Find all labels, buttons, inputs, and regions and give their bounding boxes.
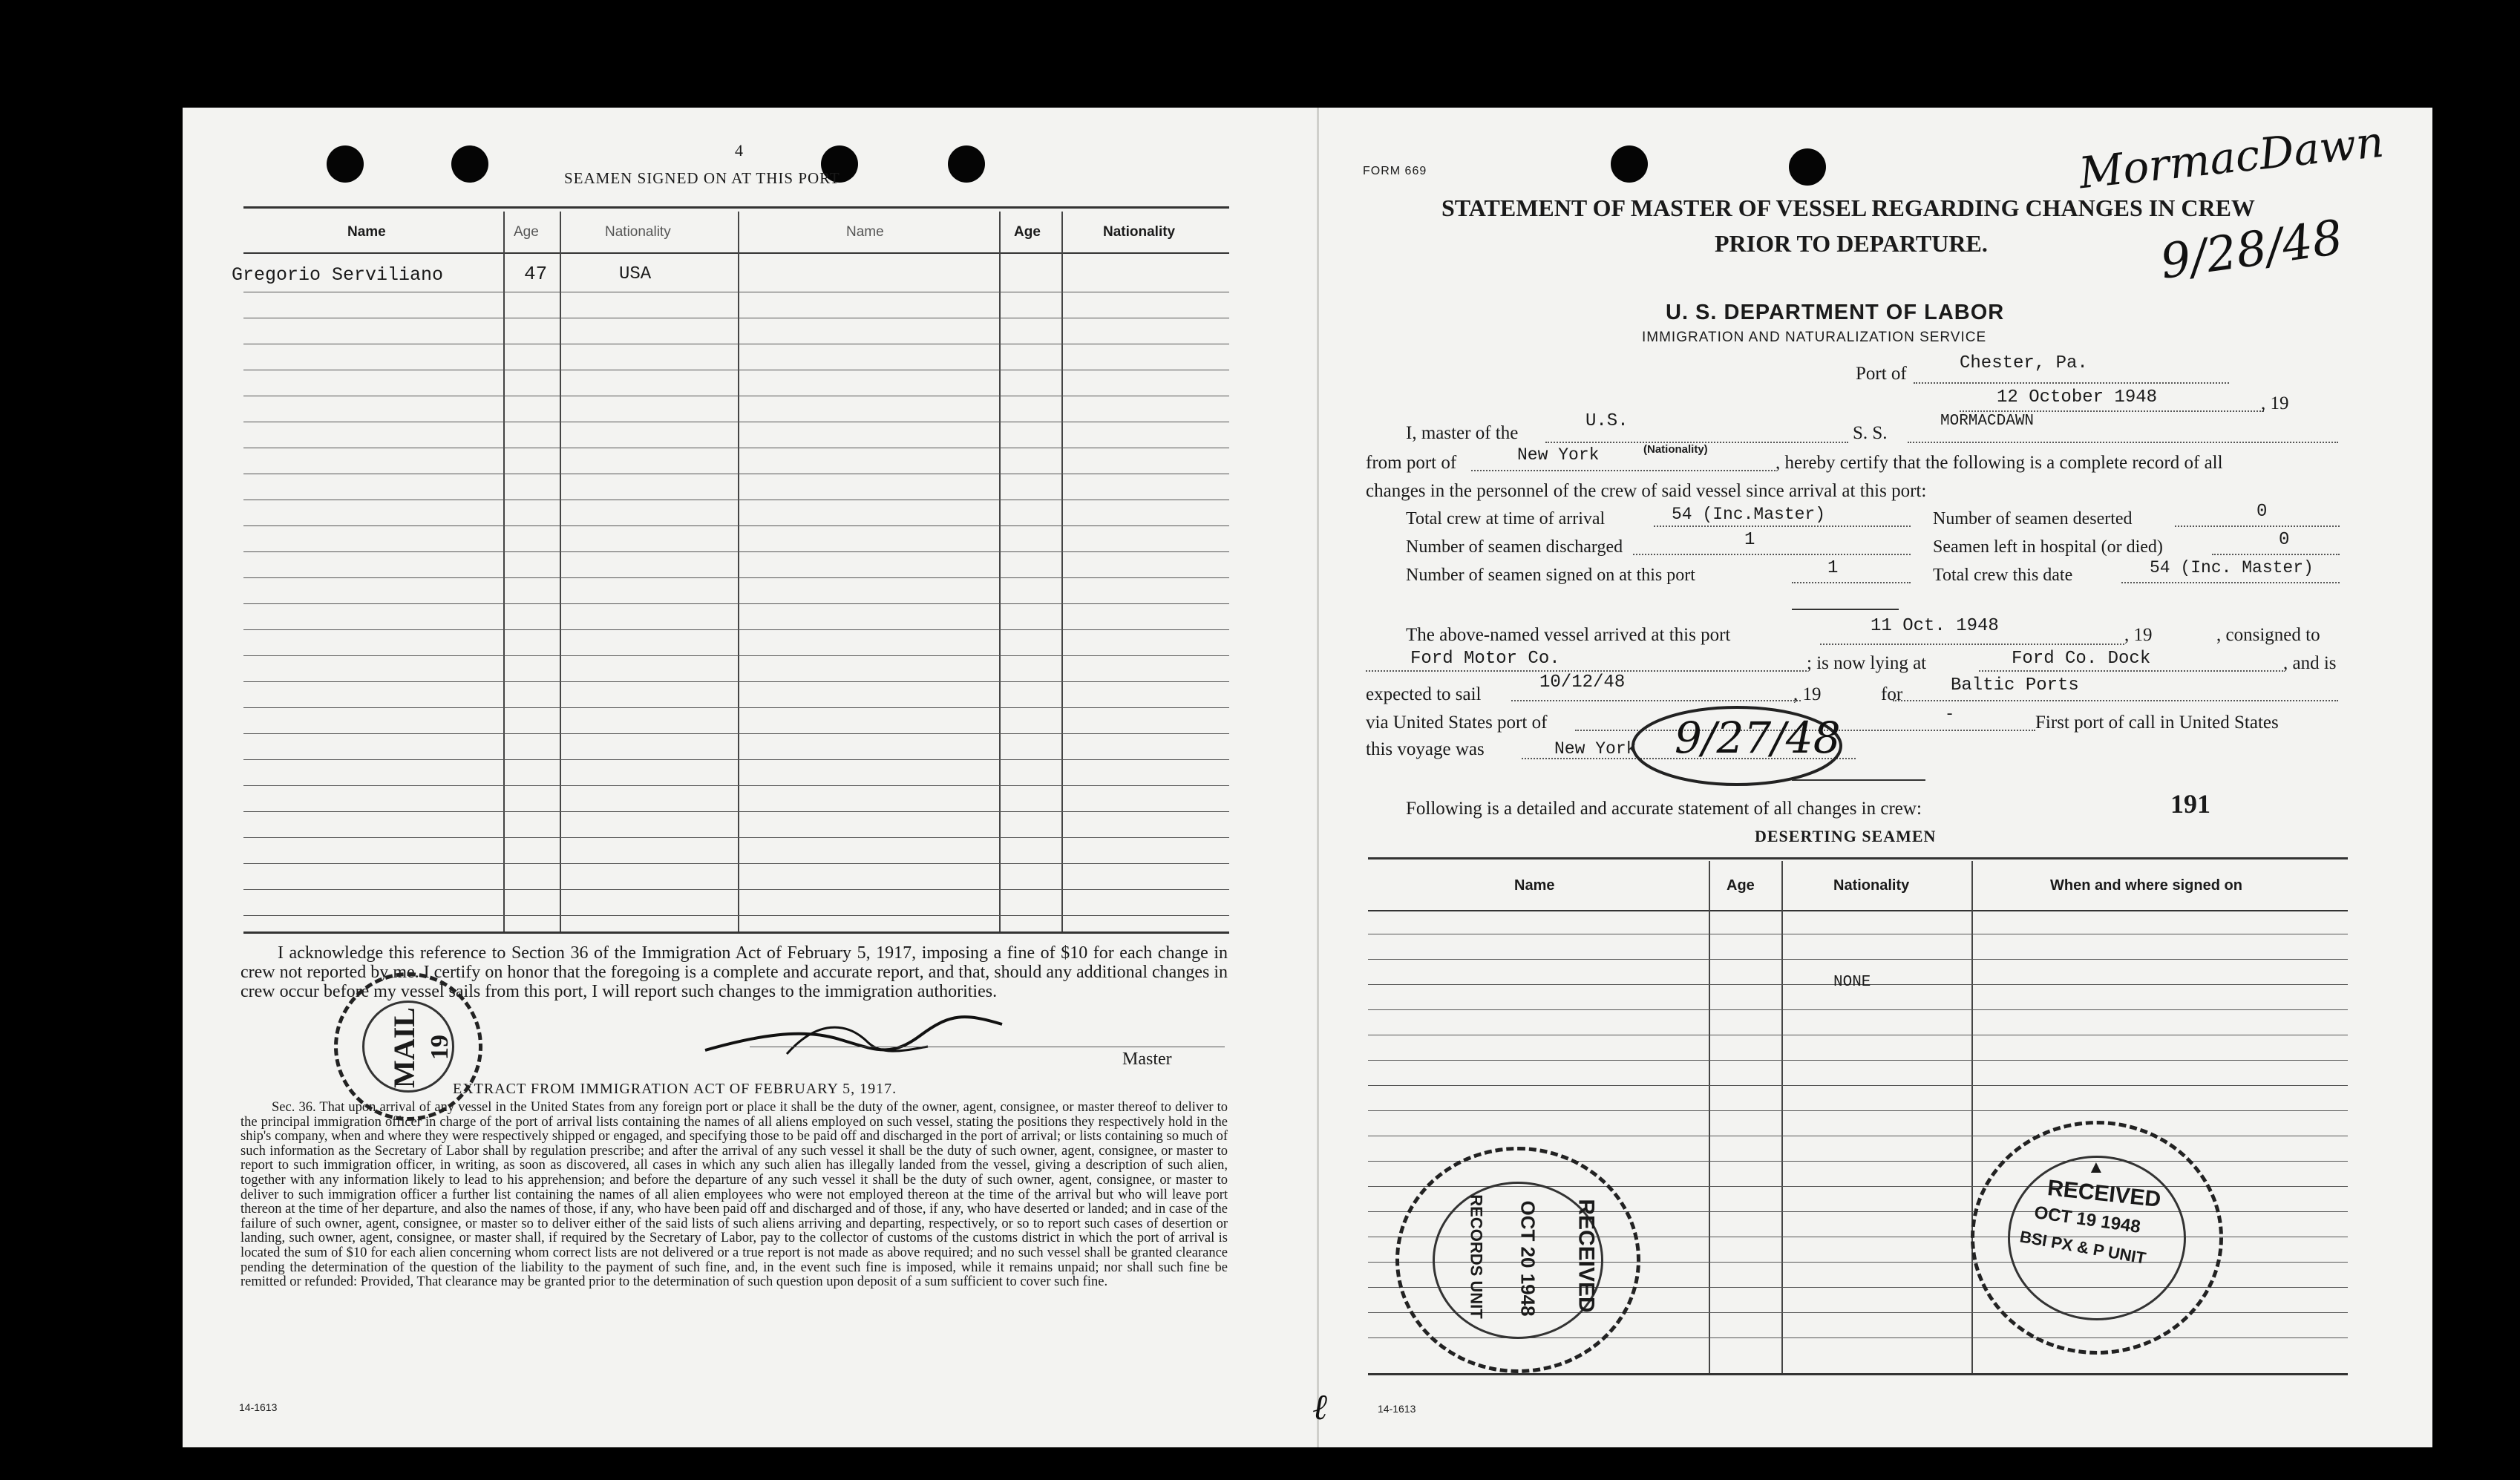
consignee-underline [1366, 670, 1807, 672]
master-of-label: I, master of the [1406, 423, 1519, 443]
lying-underline [1979, 670, 2283, 672]
vessel-underline [1908, 442, 2338, 443]
destination-value: Baltic Ports [1951, 675, 2079, 695]
deserted-value: 0 [2256, 502, 2268, 522]
hospital-value: 0 [2279, 530, 2290, 550]
total-date-label: Total crew this date [1933, 566, 2073, 585]
extract-text: Sec. 36. That upon arrival of any vessel in the United States from any foreign port or place it shall be the duty of the owner, agent, consignee, or master thereof to deliver to the principal immigration officer in charge of the port of arrival lists containing the names of all aliens employed on such vessel, stating the positions they respectively hold in the ship's company, when and where they were respectively shipped or engaged, and specifying those to be paid off and discharged in the port of arrival; or lists containing so much of such information as the Secretary of Labor shall by regulation prescribe; and after the arrival of any such vessel it shall be the duty of such owner, agent, consignee, or master to report to such immigration officer, in writing, as soon as discovered, all cases in which any such alien has illegally landed from the vessel, giving a description of such alien, together with any information likely to lead to his apprehension; and before the departure of any such vessel it shall be the duty of such owner, agent, consignee, or master to deliver to such immigration officer a further list containing the names of all alien employees who were not employed thereon at the time of the arrival but who will leave port thereon at the time of her departure, and also the names of those, if any, who have been paid off and discharged and of those, if any, who have deserted or landed; and in case of the failure of such owner, agent, consignee, or master so to deliver either of the said lists of such aliens arriving and departing, respectively, or so to report such cases of desertion or landing, such owner, agent, consignee, or master shall, if required by the Secretary of Labor, pay to the collector of customs of the customs district in which the port of arrival is located the sum of $10 for each alien concerning whom correct lists are not delivered or a true report is not made as above required; and no such vessel shall be granted clearance pending the determination of the question of the liability to the payment of such fine, and, in the event such fine is imposed, while it remains unpaid; nor shall such fine be remitted or refunded: Provided, That clearance may be granted prior to the determination of such question upon deposit of a sum sufficient to cover such fine. [240, 1100, 1228, 1290]
right-table-column-line [1781, 861, 1783, 1373]
via-label: via United States port of [1366, 713, 1548, 733]
right-table-bottom [1368, 1373, 2348, 1375]
form-title-line2: PRIOR TO DEPARTURE. [1715, 230, 1988, 257]
col-header-age: Age [514, 224, 539, 240]
table-column-line [560, 212, 561, 931]
deserted-label: Number of seamen deserted [1933, 509, 2133, 528]
following-text: Following is a detailed and accurate statement of all changes in crew: [1406, 799, 1922, 819]
consigned-label: , consigned to [2216, 625, 2320, 645]
stamp2-arrow-icon: ▲ [2087, 1158, 2105, 1177]
department-name: U. S. DEPARTMENT OF LABOR [1666, 301, 2005, 324]
right-col-signed-on: When and where signed on [2050, 877, 2242, 894]
seaman-age: 47 [524, 263, 548, 285]
port-underline [1914, 382, 2229, 384]
total-arrival-value: 54 (Inc.Master) [1672, 505, 1826, 524]
stamp1-received: RECEIVED [1574, 1199, 1599, 1313]
consignee-value: Ford Motor Co. [1410, 649, 1560, 669]
table-column-line [1061, 212, 1063, 931]
table-header-rule [243, 252, 1229, 254]
ss-label: S. S. [1853, 423, 1888, 443]
seaman-name: Gregorio Serviliano [232, 264, 444, 286]
stamp1-unit: RECORDS UNIT [1467, 1194, 1486, 1319]
table-column-line [999, 212, 1001, 931]
port-value: Chester, Pa. [1960, 353, 2088, 373]
section-title: SEAMEN SIGNED ON AT THIS PORT [564, 169, 840, 187]
right-table-header-rule [1368, 910, 2348, 911]
stamp2-received: RECEIVED [2046, 1176, 2162, 1212]
date-underline [1960, 410, 2264, 412]
stats-separator [1792, 609, 1899, 610]
acknowledgement-text: I acknowledge this reference to Section 36 of the Immigration Act of February 5, 1917, imposing a fine of $10 for each change in crew not reported by me. I certify on honor that the foregoing is a complete and accurate report, and that, should any additional changes in crew occur before my vessel sails from this port, I will report such changes to the immigration authorities. [240, 943, 1228, 1001]
expected-suffix: , 19 [1793, 684, 1822, 704]
destination-underline [1893, 700, 2338, 701]
col-header-age-2: Age [1014, 224, 1041, 240]
nationality-caption: (Nationality) [1643, 443, 1708, 456]
arrived-label: The above-named vessel arrived at this port [1406, 625, 1731, 645]
lying-value: Ford Co. Dock [2012, 649, 2151, 669]
arrived-underline [1820, 644, 2124, 645]
total-arrival-underline [1654, 525, 1911, 527]
from-port-label: from port of [1366, 453, 1457, 473]
right-col-nationality: Nationality [1833, 877, 1910, 894]
stamp2-date: OCT 19 1948 [2032, 1202, 2142, 1237]
hospital-underline [2212, 554, 2340, 555]
col-header-nationality-2: Nationality [1103, 224, 1176, 240]
table-top-rule [243, 206, 1229, 209]
circled-handwriting: 9/27/48 [1675, 713, 1841, 763]
punch-hole [1789, 148, 1826, 186]
right-table-column-line [1709, 861, 1710, 1373]
total-date-value: 54 (Inc. Master) [2150, 558, 2314, 577]
voyage-value: New York [1554, 739, 1637, 759]
discharged-label: Number of seamen discharged [1406, 537, 1623, 557]
certify-text: , hereby certify that the following is a complete record of all [1776, 453, 2223, 473]
from-port-underline [1471, 470, 1776, 471]
lying-label: ; is now lying at [1807, 653, 1927, 673]
port-label: Port of [1856, 364, 1907, 384]
page-number: 4 [735, 141, 743, 160]
col-header-name-2: Name [846, 224, 884, 240]
total-arrival-label: Total crew at time of arrival [1406, 509, 1606, 528]
right-table-column-line [1971, 861, 1973, 1373]
right-col-age: Age [1727, 877, 1755, 894]
via-value: - [1945, 705, 1955, 724]
form-code-left: 14-1613 [239, 1401, 278, 1413]
nationality-value: U.S. [1585, 411, 1629, 431]
col-header-name: Name [347, 224, 386, 240]
col-header-nationality: Nationality [605, 224, 671, 240]
for-label: for [1881, 684, 1903, 704]
seaman-nationality: USA [619, 264, 652, 284]
changes-text: changes in the personnel of the crew of said vessel since arrival at this port: [1366, 481, 1927, 501]
signed-on-label: Number of seamen signed on at this port [1406, 566, 1695, 585]
extract-title: EXTRACT FROM IMMIGRATION ACT OF FEBRUARY 5, 1917. [453, 1081, 897, 1097]
punch-hole [948, 145, 985, 183]
mail-postmark-text: MAIL [387, 1007, 421, 1088]
table-column-line [503, 212, 505, 931]
expected-value: 10/12/48 [1539, 672, 1626, 692]
stamp1-date: OCT 20 1948 [1516, 1200, 1539, 1317]
arrived-suffix: , 19 [2124, 625, 2153, 645]
table-column-line [738, 212, 739, 931]
right-table-top [1368, 857, 2348, 859]
right-col-name: Name [1514, 877, 1555, 894]
master-signature [698, 1006, 1009, 1065]
and-is-label: , and is [2283, 653, 2337, 673]
hospital-label: Seamen left in hospital (or died) [1933, 537, 2163, 557]
punch-hole [327, 145, 364, 183]
signed-on-underline [1792, 582, 1911, 583]
form-title-line1: STATEMENT OF MASTER OF VESSEL REGARDING CHANGES IN CREW [1441, 194, 2255, 221]
total-date-underline [2121, 582, 2340, 583]
service-name: IMMIGRATION AND NATURALIZATION SERVICE [1642, 330, 1987, 345]
punch-hole [451, 145, 488, 183]
signed-on-value: 1 [1827, 558, 1839, 578]
first-port-label: First port of call in United States [2035, 713, 2279, 733]
page-stamp-number: 191 [2170, 789, 2210, 819]
master-label: Master [1122, 1050, 1172, 1069]
expected-label: expected to sail [1366, 684, 1482, 704]
from-port-value: New York [1517, 445, 1600, 465]
stamp2-unit: BSI PX & P UNIT [2018, 1227, 2147, 1268]
arrived-value: 11 Oct. 1948 [1871, 616, 1999, 636]
deserted-underline [2175, 525, 2340, 527]
discharged-value: 1 [1744, 530, 1755, 550]
handwritten-vessel-name: MormacDawn [2076, 116, 2386, 199]
none-entry: NONE [1833, 974, 1871, 991]
form-code-right: 14-1613 [1378, 1403, 1416, 1415]
initial-mark: ℓ [1312, 1386, 1327, 1428]
deserting-seamen-title: DESERTING SEAMEN [1755, 827, 1937, 845]
voyage-label: this voyage was [1366, 739, 1485, 759]
handwritten-date: 9/28/48 [2157, 210, 2346, 290]
mail-postmark-number: 19 [426, 1035, 454, 1060]
vessel-name: MORMACDAWN [1940, 413, 2035, 430]
punch-hole [1611, 145, 1648, 183]
voyage-separator [1792, 779, 1925, 781]
discharged-underline [1633, 554, 1911, 555]
table-bottom-rule [243, 931, 1229, 934]
page-fold [1317, 108, 1319, 1447]
form-number: FORM 669 [1363, 165, 1427, 177]
date-value: 12 October 1948 [1997, 387, 2158, 407]
date-suffix: , 19 [2261, 393, 2289, 413]
